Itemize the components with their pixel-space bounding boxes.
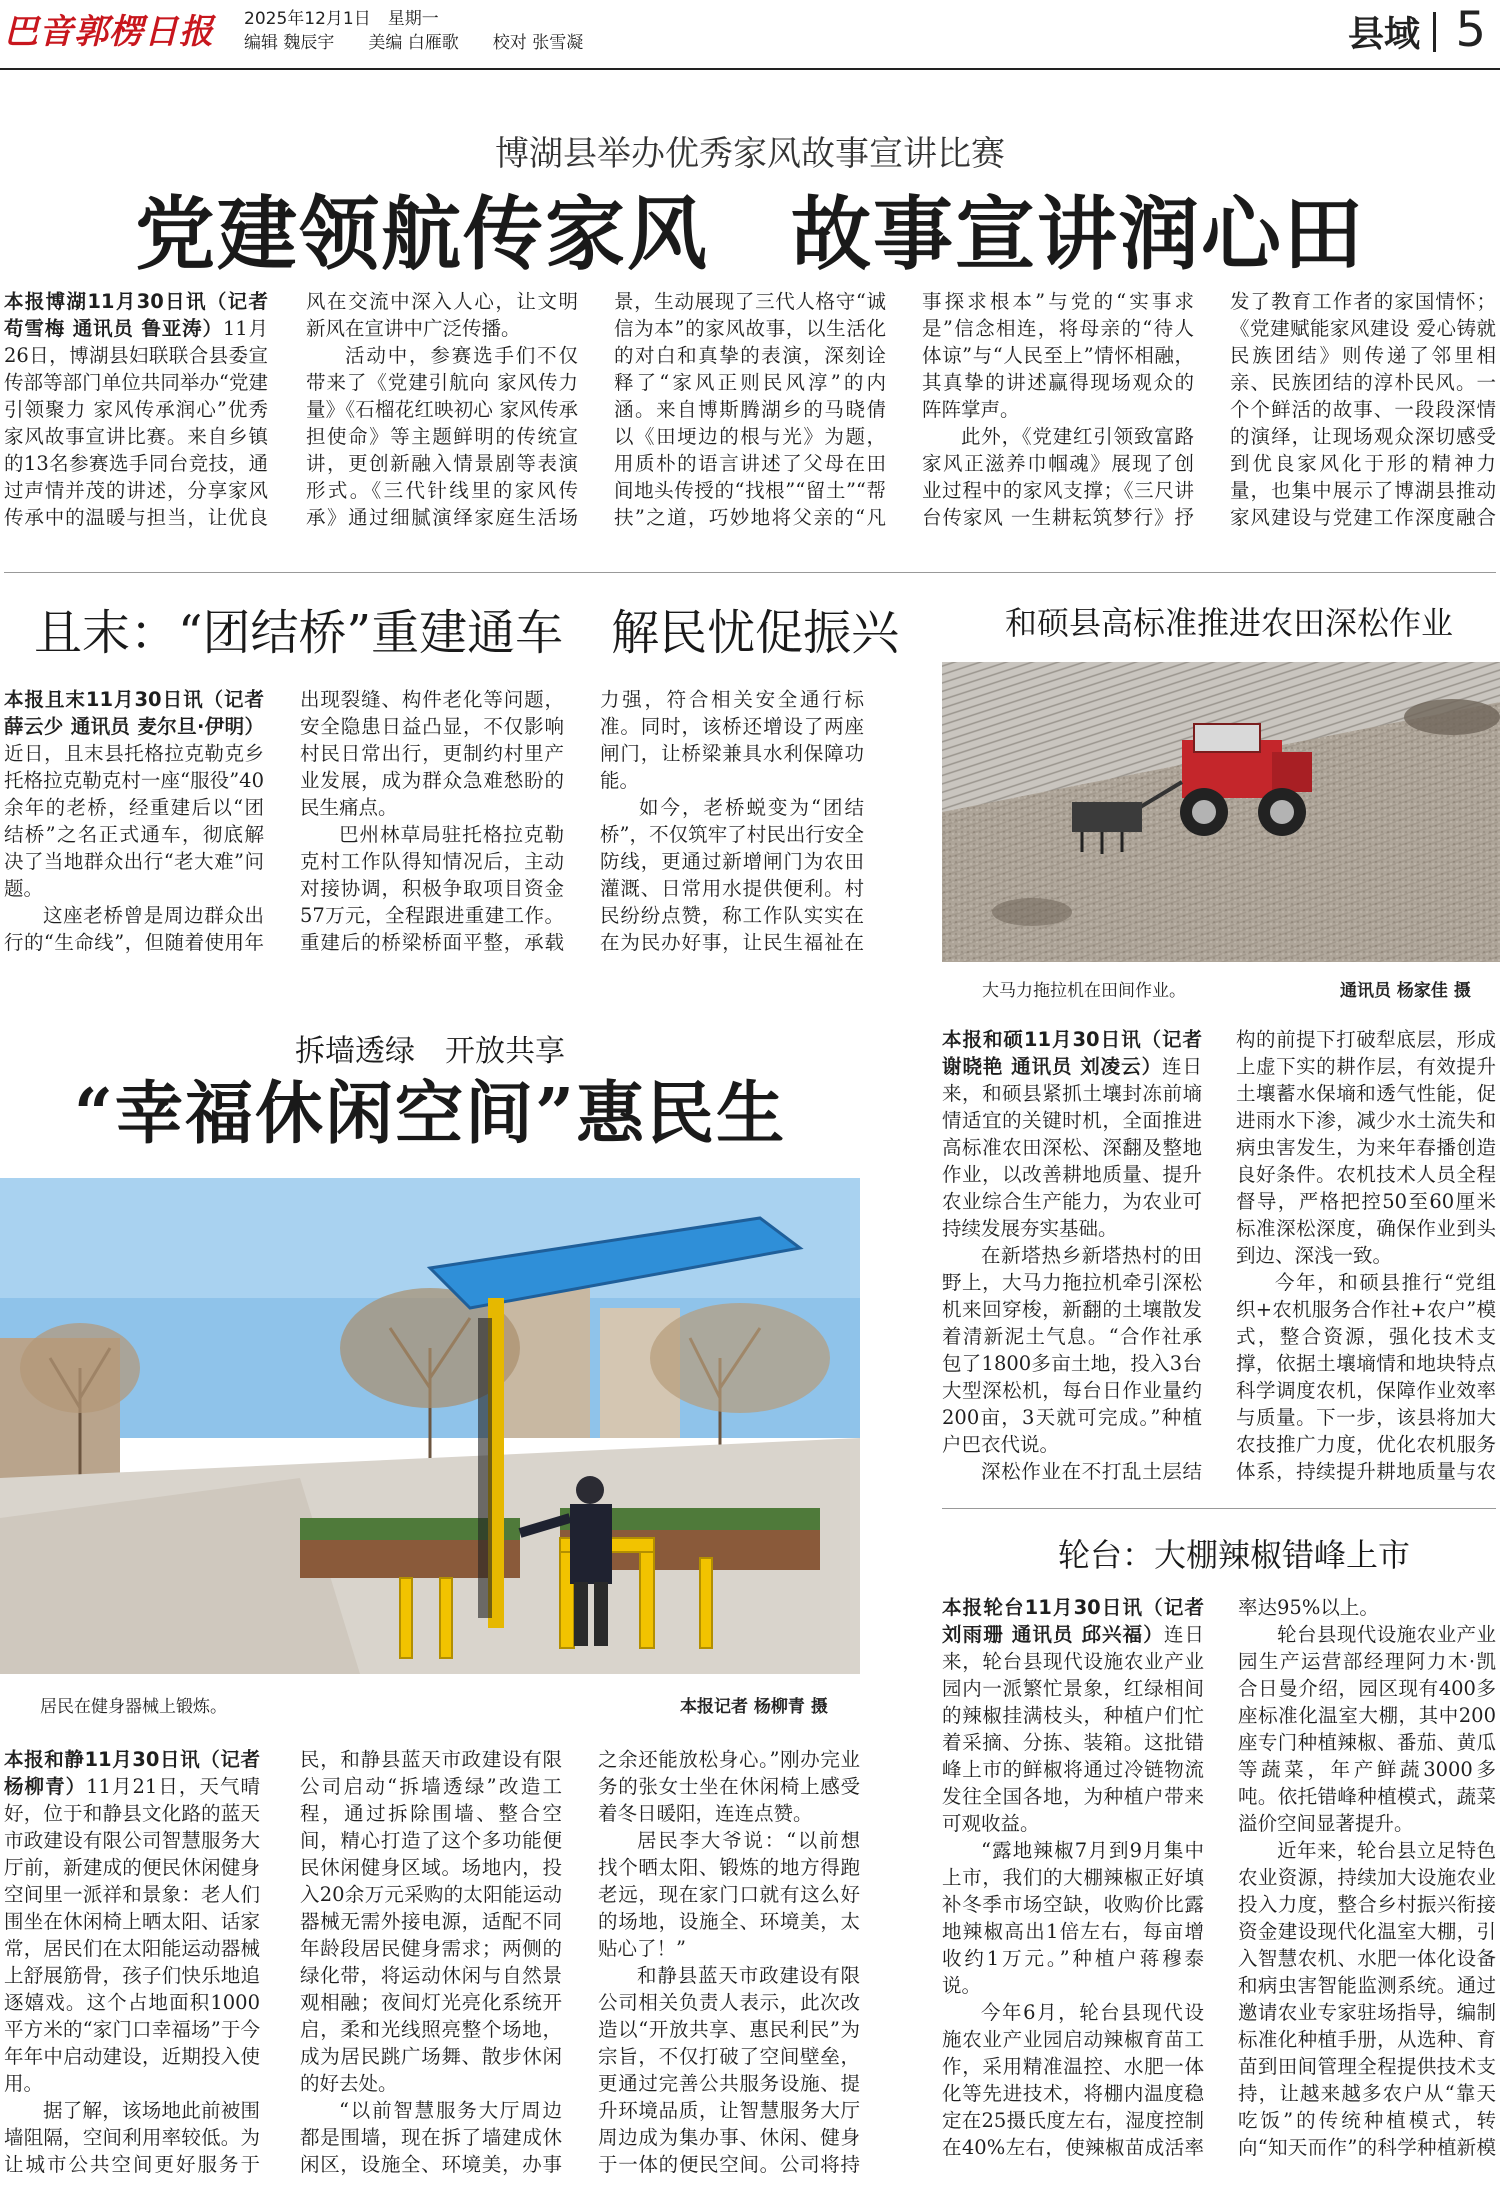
tractor-photo-credit: 通讯员 杨家佳 摄 bbox=[1340, 981, 1471, 1001]
article-paragraph-cont: 居民李大爷说：“以前想找个晒太阳、锻炼的地方得跑老远，现在家门口就有这么好的场地，设施全、环境美，太贴心了！” bbox=[598, 1829, 860, 1960]
article3-title: 和硕县高标准推进农田深松作业 bbox=[1005, 604, 1454, 642]
article-paragraph: 本报且末11月30日讯（记者 薛云少 通讯员 麦尔旦·伊明）近日，且末县托格拉克勒克乡托格拉克勒克村一座“服役”40余年的老桥，经重建后以“团结桥”之名正式通车，彻底解决了当地群众出行“老大难”问题。 bbox=[4, 688, 264, 900]
article2-col bbox=[600, 686, 864, 956]
article-paragraph-cont: 事探求根本”与党的“实事求是”信念相连，将母亲的“待人体谅”与“人民至上”情怀相融，其真挚的讲述赢得现场观众的阵阵掌声。 bbox=[922, 290, 1194, 421]
article1-col bbox=[4, 288, 268, 531]
article-paragraph: 这座老桥曾是周边群众出行的“生命线”，但随着使用年 bbox=[4, 904, 264, 954]
article-paragraph-cont: 力强，符合相关安全通行标准。同时，该桥还增设了两座闸门，让桥梁兼具水利保障功能。 bbox=[600, 688, 864, 792]
article-paragraph-cont: 近年来，轮台县立足特色农业资源，持续加大设施农业投入力度，整合乡村振兴衔接资金建设现代化温室大棚，引入智慧农机、水肥一体化设备和病虫害智能监测系统。通过邀请农业专家驻场指导，编制标准化种植手册，从选种、育苗到田间管理全程提供技术支持，让越来越多农户从“靠天吃饭”的传统种植模式，转向“知天而作”的科学种植新模 bbox=[1238, 1839, 1496, 2159]
article4-col bbox=[598, 1746, 860, 2178]
article-dateline: 本报且末11月30日讯（记者 薛云少 通讯员 麦尔旦·伊明） bbox=[4, 688, 264, 738]
article4-col bbox=[4, 1746, 260, 2178]
article1-col bbox=[1230, 288, 1496, 531]
article-paragraph-cont: 轮台县现代设施农业产业园生产运营部经理阿力木·凯合日曼介绍，园区现有400多座标准化温室大棚，其中200座专门种植辣椒、番茄、黄瓜等蔬菜，年产鲜蔬3000多吨。依托错峰种植模式，蔬菜溢价空间显著提升。 bbox=[1238, 1623, 1496, 1835]
article-paragraph-cont: 活动中，参赛选手们不仅带来了《党建引航向 家风传力量》《石榴花红映初心 家风传承担使命》等主题鲜明的传统宣讲，更创新融入情景剧等表演形式。《三代针线里的家风传承》通过细腻演绎家庭生活场 bbox=[306, 344, 578, 529]
article4-col bbox=[300, 1746, 562, 2178]
article-dateline: 本报博湖11月30日讯（记者 苟雪梅 通讯员 鲁亚涛） bbox=[4, 290, 268, 340]
fitness-photo-caption: 居民在健身器械上锻炼。 bbox=[40, 1697, 227, 1717]
article1-title: 党建领航传家风 故事宣讲润心田 bbox=[135, 188, 1365, 281]
article-dateline: 本报和硕11月30日讯（记者 谢晓艳 通讯员 刘凌云） bbox=[942, 1028, 1202, 1078]
article5-col bbox=[1238, 1594, 1496, 2161]
article1-subtitle: 博湖县举办优秀家风故事宣讲比赛 bbox=[495, 134, 1005, 174]
article4-title: “幸福休闲空间”惠民生 bbox=[73, 1074, 787, 1154]
article4-subtitle: 拆墙透绿 开放共享 bbox=[295, 1034, 565, 1069]
article-paragraph-cont: 景，生动展现了三代人格守“诚信为本”的家风故事，以生活化的对白和真挚的表演，深刻诠释了“家风正则民风淳”的内涵。来自博斯腾湖乡的马晓倩以《田埂边的根与光》为题，用质朴的语言讲述了父母在田间地头传授的“找根”“留土”“帮扶”之道，巧妙地将父亲的“凡 bbox=[614, 290, 886, 529]
article1-col bbox=[614, 288, 886, 531]
article-paragraph: 本报轮台11月30日讯（记者 刘雨珊 通讯员 邱兴福）连日来，轮台县现代设施农业产业园内一派繁忙景象，红绿相间的辣椒挂满枝头，种植户们忙着采摘、分拣、装箱。这批错峰上市的鲜椒将通过冷链物流发往全国各地，为种植户带来可观收益。 bbox=[942, 1596, 1204, 1835]
article-paragraph-cont: 出现裂缝、构件老化等问题，安全隐患日益凸显，不仅影响村民日常出行，更制约村里产业发展，成为群众急难愁盼的民生痛点。 bbox=[300, 688, 564, 819]
fitness-area-photo bbox=[0, 1178, 860, 1674]
article-paragraph-cont: 构的前提下打破犁底层，形成上虚下实的耕作层，有效提升土壤蓄水保墒和透气性能，促进雨水下渗，减少水土流失和病虫害发生，为来年春播创造良好条件。农机技术人员全程督导，严格把控50至60厘米标准深松深度，确保作业到头到边、深浅一致。 bbox=[1236, 1028, 1496, 1267]
article2-col bbox=[4, 686, 264, 956]
article1-col bbox=[306, 288, 578, 531]
article3-col bbox=[1236, 1026, 1496, 1485]
article3-col bbox=[942, 1026, 1202, 1485]
article-paragraph: 本报博湖11月30日讯（记者 苟雪梅 通讯员 鲁亚涛）11月26日，博湖县妇联联合县委宣传部等部门单位共同举办“党建引领聚力 家风传承润心”优秀家风故事宣讲比赛。来自乡镇的13名参赛选手同台竞技，通过声情并茂的讲述，分享家风传承中的温暖与担当，让优良 bbox=[4, 290, 268, 529]
section-name: 县域 bbox=[1347, 14, 1420, 55]
article-paragraph-cont: 此外，《党建红引领致富路 家风正滋养巾帼魂》展现了创业过程中的家风支撑；《三尺讲台传家风 一生耕耘筑梦行》抒 bbox=[922, 425, 1194, 529]
article-dateline: 本报轮台11月30日讯（记者 刘雨珊 通讯员 邱兴福） bbox=[942, 1596, 1204, 1646]
article-paragraph-cont: 率达95%以上。 bbox=[1238, 1596, 1379, 1619]
article-paragraph: 深松作业在不打乱土层结 bbox=[981, 1460, 1202, 1483]
article-paragraph-cont: 民，和静县蓝天市政建设有限公司启动“拆墙透绿”改造工程，通过拆除围墙、整合空间，精心打造了这个多功能便民休闲健身区域。场地内，投入20余万元采购的太阳能运动器械无需外接电源，适配不同年龄段居民健身需求；两侧的绿化带，将运动休闲与自然景观相融；夜间灯光亮化系统开启，柔和光线照亮整个场地，成为居民跳广场舞、散步休闲的好去处。 bbox=[300, 1748, 562, 2095]
section-rule bbox=[4, 572, 1496, 573]
article-paragraph: 今年6月，轮台县现代设施农业产业园启动辣椒育苗工作，采用精准温控、水肥一体化等先进技术，将棚内温度稳定在25摄氏度左右，湿度控制在40%左右，使辣椒苗成活率 bbox=[942, 2001, 1204, 2159]
article-paragraph-cont: 巴州林草局驻托格拉克勒克村工作队得知情况后，主动对接协调，积极争取项目资金57万元，全程跟进重建工作。重建后的桥梁桥面平整，承载 bbox=[300, 823, 564, 954]
article-paragraph-cont: 和静县蓝天市政建设有限公司相关负责人表示，此次改造以“开放共享、惠民利民”为宗旨，不仅打破了空间壁垒，更通过完善公共服务设施、提升环境品质，让智慧服务大厅周边成为集办事、休闲、健身于一体的便民空间。公司将持 bbox=[598, 1964, 860, 2176]
article-paragraph-cont: “以前智慧服务大厅周边都是围墙，现在拆了墙建成休闲区，设施全、环境美，办事 bbox=[300, 2099, 562, 2176]
article2-title: 且末：“团结桥”重建通车 解民忧促振兴 bbox=[34, 605, 900, 661]
page-number: 5 bbox=[1455, 2, 1486, 58]
article-paragraph-cont: 今年，和硕县推行“党组织+农机服务合作社+农户”模式，整合资源，强化技术支撑，依据土壤墒情和地块特点科学调度农机，保障作业效率与质量。下一步，该县将加大农技推广力度，优化农机服务体系，持续提升耕地质量与农 bbox=[1236, 1271, 1496, 1483]
issue-date: 2025年12月1日 星期一 bbox=[244, 9, 439, 29]
section-rule bbox=[942, 1508, 1496, 1509]
article-paragraph: 据了解，该场地此前被围墙阻隔，空间利用率较低。为让城市公共空间更好服务于 bbox=[4, 2099, 260, 2176]
article1-col bbox=[922, 288, 1194, 531]
article-paragraph-cont: 之余还能放松身心。”刚办完业务的张女士坐在休闲椅上感受着冬日暖阳，连连点赞。 bbox=[598, 1748, 860, 1825]
tractor-field-photo bbox=[942, 662, 1500, 962]
article-paragraph: 在新塔热乡新塔热村的田野上，大马力拖拉机牵引深松机来回穿梭，新翻的土壤散发着清新泥土气息。“合作社承包了1800多亩土地，投入3台大型深松机，每台日作业量约200亩，3天就可完成。”种植户巴衣代说。 bbox=[942, 1244, 1202, 1456]
article-paragraph-cont: 发了教育工作者的家国情怀；《党建赋能家风建设 爱心铸就民族团结》则传递了邻里相亲、民族团结的淳朴民风。一个个鲜活的故事、一段段深情的演绎，让现场观众深切感受到优良家风化于形的精神力量，也集中展示了博湖县推动家风建设与党建工作深度融合 bbox=[1230, 290, 1496, 529]
editor-credits: 编辑 魏辰宇 美编 白雁歌 校对 张雪凝 bbox=[244, 33, 584, 53]
article-paragraph-cont: 如今，老桥蜕变为“团结桥”，不仅筑牢了村民出行安全防线，更通过新增闸门为农田灌溉、日常用水提供便利。村民纷纷点赞，称工作队实实在在为民办好事，让民生福祉在 bbox=[600, 796, 864, 954]
tractor-photo-caption: 大马力拖拉机在田间作业。 bbox=[982, 981, 1186, 1001]
article5-title: 轮台：大棚辣椒错峰上市 bbox=[1058, 1536, 1411, 1574]
section-divider bbox=[1433, 12, 1436, 52]
article5-col bbox=[942, 1594, 1204, 2161]
article-dateline: 本报和静11月30日讯（记者 杨柳青） bbox=[4, 1748, 260, 1798]
article-paragraph: 本报和静11月30日讯（记者 杨柳青）11月21日，天气晴好，位于和静县文化路的蓝天市政建设有限公司智慧服务大厅前，新建成的便民休闲健身空间里一派祥和景象：老人们围坐在休闲椅上晒太阳、话家常，居民们在太阳能运动器械上舒展筋骨，孩子们快乐地追逐嬉戏。这个占地面积1000平方米的“家门口幸福场”于今年年中启动建设，近期投入使用。 bbox=[4, 1748, 260, 2095]
article-paragraph-cont: 风在交流中深入人心，让文明新风在宣讲中广泛传播。 bbox=[306, 290, 578, 340]
newspaper-logo: 巴音郭楞日报 bbox=[4, 12, 214, 52]
masthead bbox=[0, 0, 1500, 70]
fitness-photo-credit: 本报记者 杨柳青 摄 bbox=[680, 1697, 828, 1717]
article-paragraph: 本报和硕11月30日讯（记者 谢晓艳 通讯员 刘凌云）连日来，和硕县紧抓土壤封冻前墒情适宜的关键时机，全面推进高标准农田深松、深翻及整地作业，以改善耕地质量、提升农业综合生产能力，为农业可持续发展夯实基础。 bbox=[942, 1028, 1202, 1240]
article2-col bbox=[300, 686, 564, 956]
article-paragraph: “露地辣椒7月到9月集中上市，我们的大棚辣椒正好填补冬季市场空缺，收购价比露地辣椒高出1倍左右，每亩增收约1万元。”种植户蒋穆泰说。 bbox=[942, 1839, 1204, 1997]
